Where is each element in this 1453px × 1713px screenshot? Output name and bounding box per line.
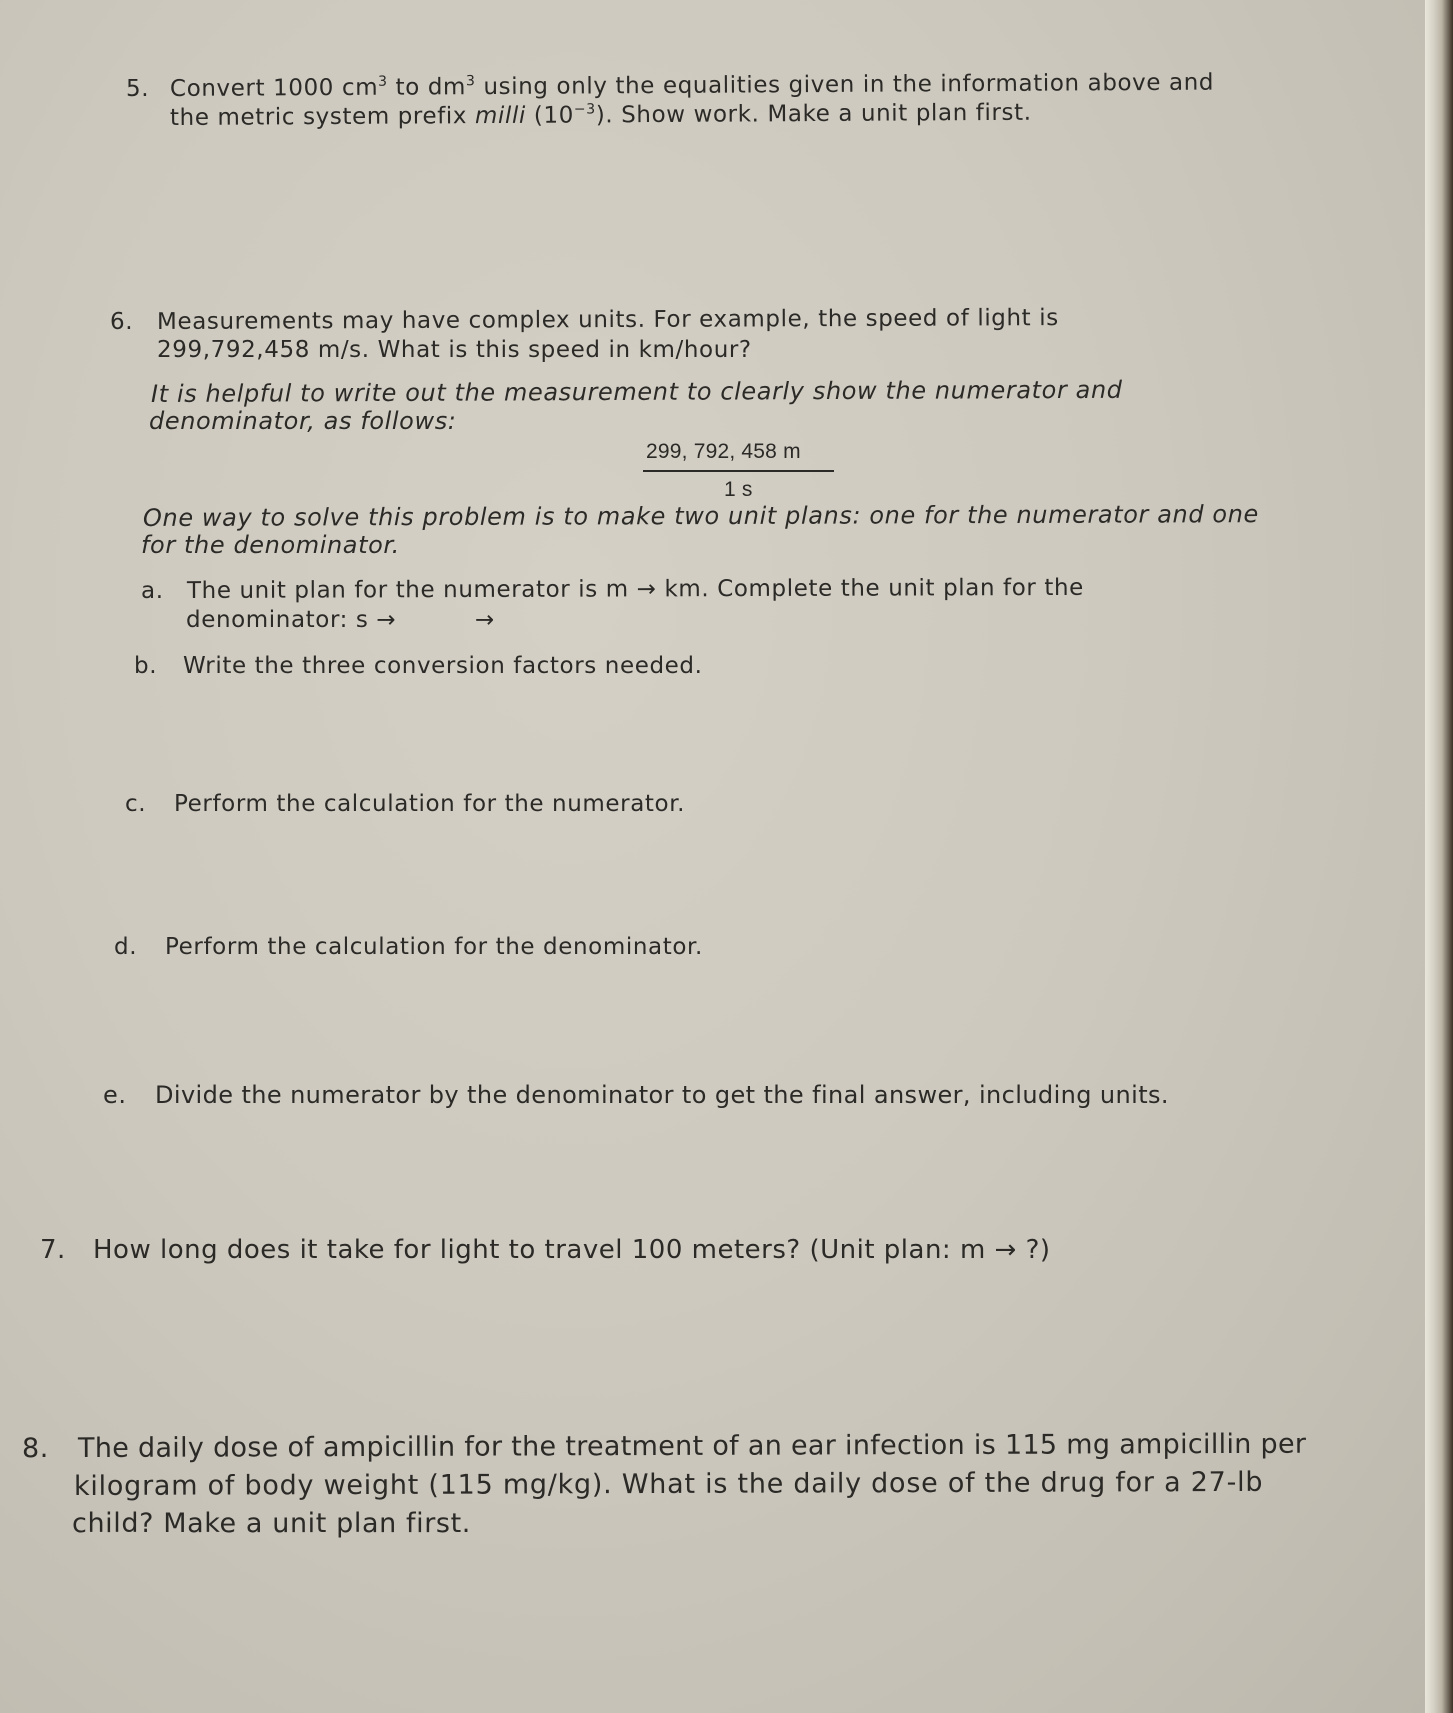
q8-line-2: kilogram of body weight (115 mg/kg). What is the daily dose of the drug for a 27-lb [73, 1466, 1264, 1502]
q5-text-d: ). Show work. Make a unit plan first. [595, 99, 1032, 129]
q6-way-2: for the denominator. [141, 531, 400, 559]
q6a-label: a. [141, 578, 164, 604]
q8-number: 8. [22, 1433, 49, 1464]
q6c-label: c. [125, 791, 147, 817]
q6c-text: Perform the calculation for the numerator. [174, 791, 686, 817]
q6d-label: d. [114, 934, 138, 960]
q5-text-c: the metric system prefix [169, 103, 476, 131]
q6e-label: e. [103, 1081, 127, 1109]
q6a-arrow: → [475, 607, 495, 633]
fraction-numerator: 299, 792, 458 m [646, 440, 801, 463]
q6-line-2: 299,792,458 m/s. What is this speed in km/hour? [157, 337, 752, 363]
q5-text-a: Convert [169, 75, 274, 102]
q5-line-1 [169, 69, 1215, 102]
q6-line-1: Measurements may have complex units. For example, the speed of light is [156, 305, 1059, 335]
q5-exp-2: 3 [465, 73, 476, 90]
q6-hint-2: denominator, as follows: [149, 407, 457, 435]
q8-line-3: child? Make a unit plan first. [72, 1508, 471, 1539]
page-edge [1425, 0, 1453, 1713]
q5-exp-1: 3 [378, 73, 388, 90]
q5-paren: (10 [525, 102, 575, 129]
q5-text-to: to [387, 74, 428, 101]
q5-line-2 [169, 99, 1032, 131]
q6b-label: b. [134, 653, 158, 679]
q5-number: 5. [126, 76, 150, 102]
q6e-text: Divide the numerator by the denominator to get the final answer, including units. [155, 1081, 1169, 1109]
q5-value-cm: 1000 cm [272, 74, 379, 102]
q5-milli: milli [474, 102, 527, 130]
q8-line-1: The daily dose of ampicillin for the treatment of an ear infection is 115 mg ampicillin per [77, 1428, 1307, 1464]
q6d-text: Perform the calculation for the denominator. [165, 934, 703, 960]
q5-value-dm: dm [427, 74, 467, 101]
q6-way-1: One way to solve this problem is to make two unit plans: one for the numerator and one [142, 500, 1259, 532]
q7-number: 7. [40, 1235, 66, 1265]
q6a-line-2: denominator: s → [186, 607, 397, 633]
q7-text: How long does it take for light to travel 100 meters? (Unit plan: m → ?) [93, 1235, 1051, 1265]
fraction-bar [643, 470, 834, 472]
q6a-line-1: The unit plan for the numerator is m → km. Complete the unit plan for the [186, 574, 1084, 604]
q5-text-b: using only the equalities given in the information above and [475, 69, 1215, 101]
fraction-denominator: 1 s [724, 478, 753, 501]
q5-exp-3: −3 [573, 101, 596, 118]
q6-number: 6. [110, 309, 134, 335]
q6b-text: Write the three conversion factors needed. [183, 653, 703, 679]
q6-hint-1: It is helpful to write out the measurement to clearly show the numerator and [150, 375, 1123, 408]
